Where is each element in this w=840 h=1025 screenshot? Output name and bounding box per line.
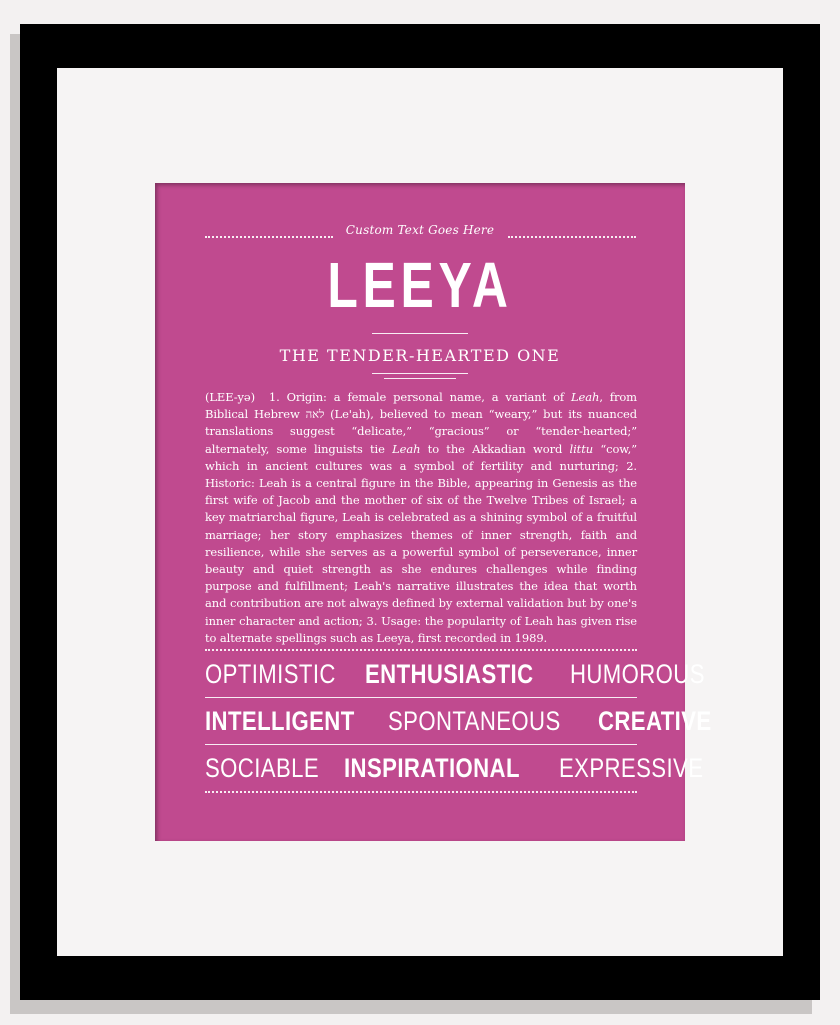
definition-littu: littu bbox=[569, 441, 594, 456]
tagline-underline-rule bbox=[372, 373, 468, 374]
trait: OPTIMISTIC bbox=[205, 658, 336, 689]
trait: INSPIRATIONAL bbox=[344, 752, 520, 783]
trait: HUMOROUS bbox=[570, 658, 705, 689]
tagline-underline-rule-short bbox=[384, 378, 456, 379]
traits-divider-1 bbox=[205, 697, 637, 698]
trait: CREATIVE bbox=[598, 705, 712, 736]
definition-leah-2: Leah bbox=[392, 441, 421, 456]
traits-row-2 bbox=[205, 701, 712, 741]
name-title: LEEYA bbox=[327, 249, 513, 321]
traits-bottom-dots bbox=[205, 791, 637, 793]
trait: INTELLIGENT bbox=[205, 705, 355, 736]
definition-part-4: “cow,” which in ancient cultures was a symbol of fertility and nurturing; 2. Historic: Leah is a central figure in the Bible, appearing in Genesis as the first wife of Jacob and the mother of six of the Twelve Tribes of Israel; a key matriarchal figure, Leah is celebrated as a shining symbol of a fruitful marriage; her story emphasizes themes of inner strength, faith and resilience, while she serves as a powerful symbol of perseverance, inner beauty and quiet strength as she endures challenges while finding purpose and fulfillment; Leah's narrative illustrates the idea that worth and contribution are not always defined by external validation but by one's inner character and action; 3. Usage: the popularity of Leah has given rise to alternate spellings such as Leeya, first recorded in 1989. bbox=[205, 441, 637, 645]
custom-text: Custom Text Goes Here bbox=[345, 223, 495, 237]
definition-part-1: 1. Origin: a female personal name, a variant of bbox=[268, 390, 571, 404]
pronunciation: (LEE-yə) bbox=[205, 390, 256, 404]
name-print bbox=[155, 183, 712, 841]
trait: EXPRESSIVE bbox=[558, 752, 703, 783]
trait: SOCIABLE bbox=[205, 752, 320, 783]
traits-row-1 bbox=[205, 654, 705, 694]
definition-part-2: , from Biblical Hebrew לאה (Le'ah), believed to mean “weary,” but its nuanced translations suggest “delicate,” “gracious” or “tender-hearted;” alternately, some linguists tie bbox=[205, 390, 638, 456]
trait: SPONTANEOUS bbox=[387, 705, 561, 736]
name-underline-rule bbox=[372, 333, 468, 334]
trait: ENTHUSIASTIC bbox=[364, 658, 534, 689]
name-definition bbox=[205, 389, 637, 647]
traits-divider-2 bbox=[205, 744, 637, 745]
definition-leah-1: Leah bbox=[571, 390, 600, 404]
traits-top-dots bbox=[205, 649, 637, 651]
traits-row-3 bbox=[205, 748, 703, 788]
name-tagline: THE TENDER-HEARTED ONE bbox=[279, 346, 561, 365]
definition-part-3: to the Akkadian word bbox=[420, 441, 570, 456]
